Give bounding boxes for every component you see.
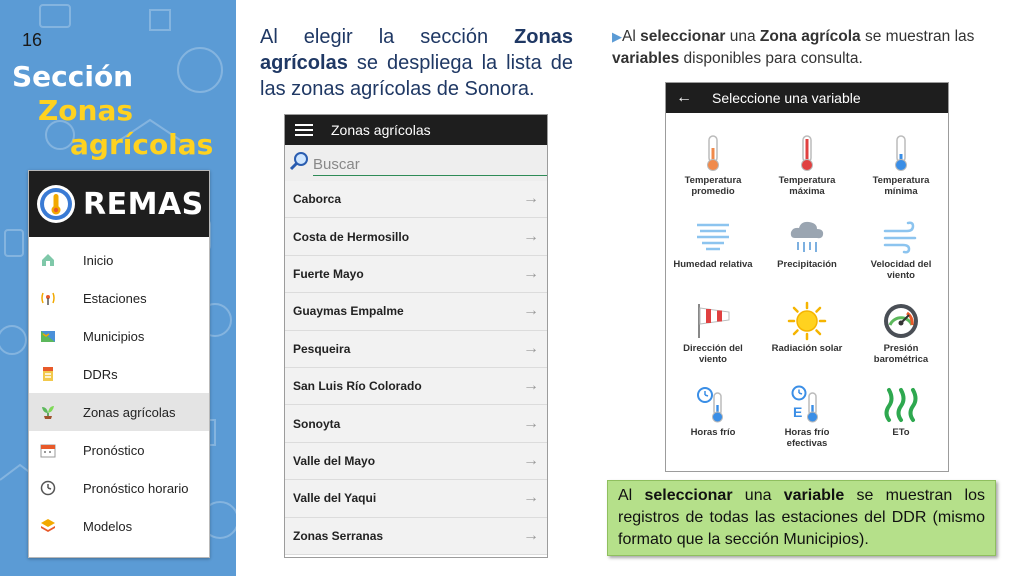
document-icon bbox=[39, 365, 57, 383]
right-description bbox=[612, 26, 1016, 70]
zonas-title: Zonas agrícolas bbox=[331, 122, 431, 138]
wind-icon bbox=[881, 217, 921, 257]
remas-logo-icon bbox=[37, 185, 75, 223]
green-note-t3: se muestran los registros de todas las estaciones del DDR (mismo formato que la sección Municipios). bbox=[618, 487, 986, 548]
humidity-icon bbox=[693, 217, 733, 257]
list-item[interactable] bbox=[285, 368, 547, 405]
zona-label: Pesqueira bbox=[293, 341, 351, 356]
arrow-right-icon: → bbox=[523, 264, 539, 282]
menu-item-label: Municipios bbox=[83, 328, 145, 344]
search-icon bbox=[289, 151, 309, 176]
arrow-right-icon: → bbox=[523, 489, 539, 507]
back-arrow-icon[interactable]: ← bbox=[676, 89, 692, 106]
menu-item-inicio[interactable] bbox=[29, 241, 209, 279]
zona-label: Valle del Mayo bbox=[293, 453, 376, 468]
zonas-search-bar bbox=[285, 145, 547, 181]
list-item[interactable] bbox=[285, 405, 547, 442]
middle-text-part2: se despliega la lista de las zonas agrícolas de Sonora. bbox=[260, 52, 573, 100]
middle-description bbox=[260, 24, 573, 102]
left-panel bbox=[0, 0, 236, 576]
menu-item-label: DDRs bbox=[83, 366, 118, 382]
list-item[interactable] bbox=[285, 218, 547, 255]
home-icon bbox=[39, 251, 57, 269]
slide-number: 16 bbox=[22, 30, 43, 50]
antenna-icon bbox=[39, 289, 57, 307]
menu-item-label: Zonas agrícolas bbox=[83, 404, 176, 420]
effective-cold-hours-icon bbox=[787, 385, 827, 425]
list-item[interactable] bbox=[285, 256, 547, 293]
variable-humedad-relativa[interactable] bbox=[666, 217, 760, 301]
menu-item-ddrs[interactable] bbox=[29, 355, 209, 393]
arrow-right-icon: → bbox=[523, 190, 539, 208]
triangle-bullet-icon: ▶ bbox=[612, 29, 622, 44]
variable-label: Horas frío bbox=[690, 427, 736, 438]
remas-app-name: REMAS bbox=[83, 186, 204, 222]
variable-horas-frio[interactable] bbox=[666, 385, 760, 469]
zonas-toolbar bbox=[285, 115, 547, 145]
variables-title: Seleccione una variable bbox=[712, 90, 861, 106]
menu-item-municipios[interactable] bbox=[29, 317, 209, 355]
list-item[interactable] bbox=[285, 480, 547, 517]
right-text-b1: seleccionar bbox=[640, 28, 726, 45]
arrow-right-icon: → bbox=[523, 451, 539, 469]
thermometer-low-icon bbox=[881, 133, 921, 173]
eto-icon bbox=[881, 385, 921, 425]
variables-app-screenshot bbox=[665, 82, 949, 472]
gauge-icon bbox=[881, 301, 921, 341]
green-note-b1: seleccionar bbox=[644, 487, 733, 504]
arrow-right-icon: → bbox=[523, 227, 539, 245]
middle-text-part1: Al elegir la sección bbox=[260, 26, 515, 48]
variable-label: ETo bbox=[892, 427, 910, 438]
sprout-icon bbox=[39, 403, 57, 421]
arrow-right-icon: → bbox=[523, 377, 539, 395]
menu-item-zonas-agricolas[interactable] bbox=[29, 393, 209, 431]
map-icon bbox=[39, 327, 57, 345]
variable-presion-barometrica[interactable] bbox=[854, 301, 948, 385]
menu-item-estaciones[interactable] bbox=[29, 279, 209, 317]
search-input[interactable]: Buscar bbox=[313, 150, 547, 176]
thermometer-high-icon bbox=[787, 133, 827, 173]
calendar-icon bbox=[39, 441, 57, 459]
section-title bbox=[12, 60, 213, 162]
variable-eto[interactable] bbox=[854, 385, 948, 469]
section-title-line3: agrícolas bbox=[70, 128, 214, 161]
right-text-b3: variables bbox=[612, 50, 680, 67]
menu-item-pronostico[interactable] bbox=[29, 431, 209, 469]
menu-item-label: Modelos bbox=[83, 518, 133, 534]
variable-label: Humedad relativa bbox=[673, 259, 753, 270]
variable-temperatura-promedio[interactable] bbox=[666, 133, 760, 217]
menu-item-label: Pronóstico horario bbox=[83, 480, 189, 496]
layers-icon bbox=[39, 517, 57, 535]
windsock-icon bbox=[693, 301, 733, 341]
green-note-t2: una bbox=[732, 487, 784, 504]
variable-label: Temperatura mínima bbox=[872, 175, 930, 197]
green-note-b2: variable bbox=[783, 487, 845, 504]
zona-label: Caborca bbox=[293, 192, 342, 207]
zonas-list bbox=[285, 181, 547, 555]
arrow-right-icon: → bbox=[523, 339, 539, 357]
thermometer-medium-icon bbox=[693, 133, 733, 173]
section-title-line2: Zonas bbox=[38, 94, 134, 127]
variable-velocidad-viento[interactable] bbox=[854, 217, 948, 301]
menu-item-label: Estaciones bbox=[83, 290, 147, 306]
green-note-t1: Al bbox=[618, 487, 645, 504]
variable-label: Precipitación bbox=[777, 259, 837, 270]
list-item[interactable] bbox=[285, 181, 547, 218]
zona-label: Guaymas Empalme bbox=[293, 304, 404, 319]
right-text-t2: una bbox=[725, 28, 760, 45]
menu-item-pronostico-horario[interactable] bbox=[29, 469, 209, 507]
variable-direccion-viento[interactable] bbox=[666, 301, 760, 385]
arrow-right-icon: → bbox=[523, 414, 539, 432]
variable-radiacion-solar[interactable] bbox=[760, 301, 854, 385]
variables-toolbar bbox=[666, 83, 948, 113]
arrow-right-icon: → bbox=[523, 526, 539, 544]
sun-icon bbox=[787, 301, 827, 341]
section-title-line1: Sección bbox=[12, 60, 134, 93]
right-text-t3: se muestran las bbox=[860, 28, 975, 45]
list-item[interactable] bbox=[285, 331, 547, 368]
remas-app-screenshot bbox=[28, 170, 210, 558]
variable-label: Presión barométrica bbox=[873, 343, 929, 365]
zona-label: Sonoyta bbox=[293, 416, 341, 431]
remas-menu bbox=[29, 237, 209, 545]
variable-horas-frio-efectivas[interactable] bbox=[760, 385, 854, 469]
remas-header bbox=[29, 171, 209, 237]
green-note bbox=[607, 480, 996, 556]
right-text-t4: disponibles para consulta. bbox=[679, 50, 863, 67]
variable-label: Radiación solar bbox=[771, 343, 843, 354]
zona-label: Zonas Serranas bbox=[293, 528, 384, 543]
variable-precipitacion[interactable] bbox=[760, 217, 854, 301]
variable-temperatura-minima[interactable] bbox=[854, 133, 948, 217]
zona-label: San Luis Río Colorado bbox=[293, 379, 422, 394]
zona-label: Costa de Hermosillo bbox=[293, 229, 410, 244]
zona-label: Valle del Yaqui bbox=[293, 491, 377, 506]
clock-icon bbox=[39, 479, 57, 497]
eto-letter-e: E bbox=[793, 404, 803, 420]
rain-cloud-icon bbox=[787, 217, 827, 257]
right-text-t1: Al bbox=[622, 28, 641, 45]
list-item[interactable] bbox=[285, 518, 547, 555]
variable-label: Dirección del viento bbox=[683, 343, 743, 365]
list-item[interactable] bbox=[285, 293, 547, 330]
middle-text-bold: Zonas agrícolas bbox=[260, 26, 573, 74]
arrow-right-icon: → bbox=[523, 302, 539, 320]
variable-label: Temperatura máxima bbox=[778, 175, 836, 197]
variable-temperatura-maxima[interactable] bbox=[760, 133, 854, 217]
zonas-app-screenshot bbox=[284, 114, 548, 558]
cold-hours-icon bbox=[693, 385, 733, 425]
zona-label: Fuerte Mayo bbox=[293, 266, 364, 281]
menu-item-label: Inicio bbox=[83, 252, 114, 268]
variable-label: Temperatura promedio bbox=[684, 175, 742, 197]
variable-label: Velocidad del viento bbox=[870, 259, 932, 281]
menu-item-modelos[interactable] bbox=[29, 507, 209, 545]
variables-grid bbox=[666, 113, 948, 469]
menu-item-label: Pronóstico bbox=[83, 442, 145, 458]
list-item[interactable] bbox=[285, 443, 547, 480]
hamburger-menu-icon[interactable] bbox=[295, 124, 313, 136]
right-text-b2: Zona agrícola bbox=[759, 28, 861, 45]
variable-label: Horas frío efectivas bbox=[784, 427, 830, 449]
